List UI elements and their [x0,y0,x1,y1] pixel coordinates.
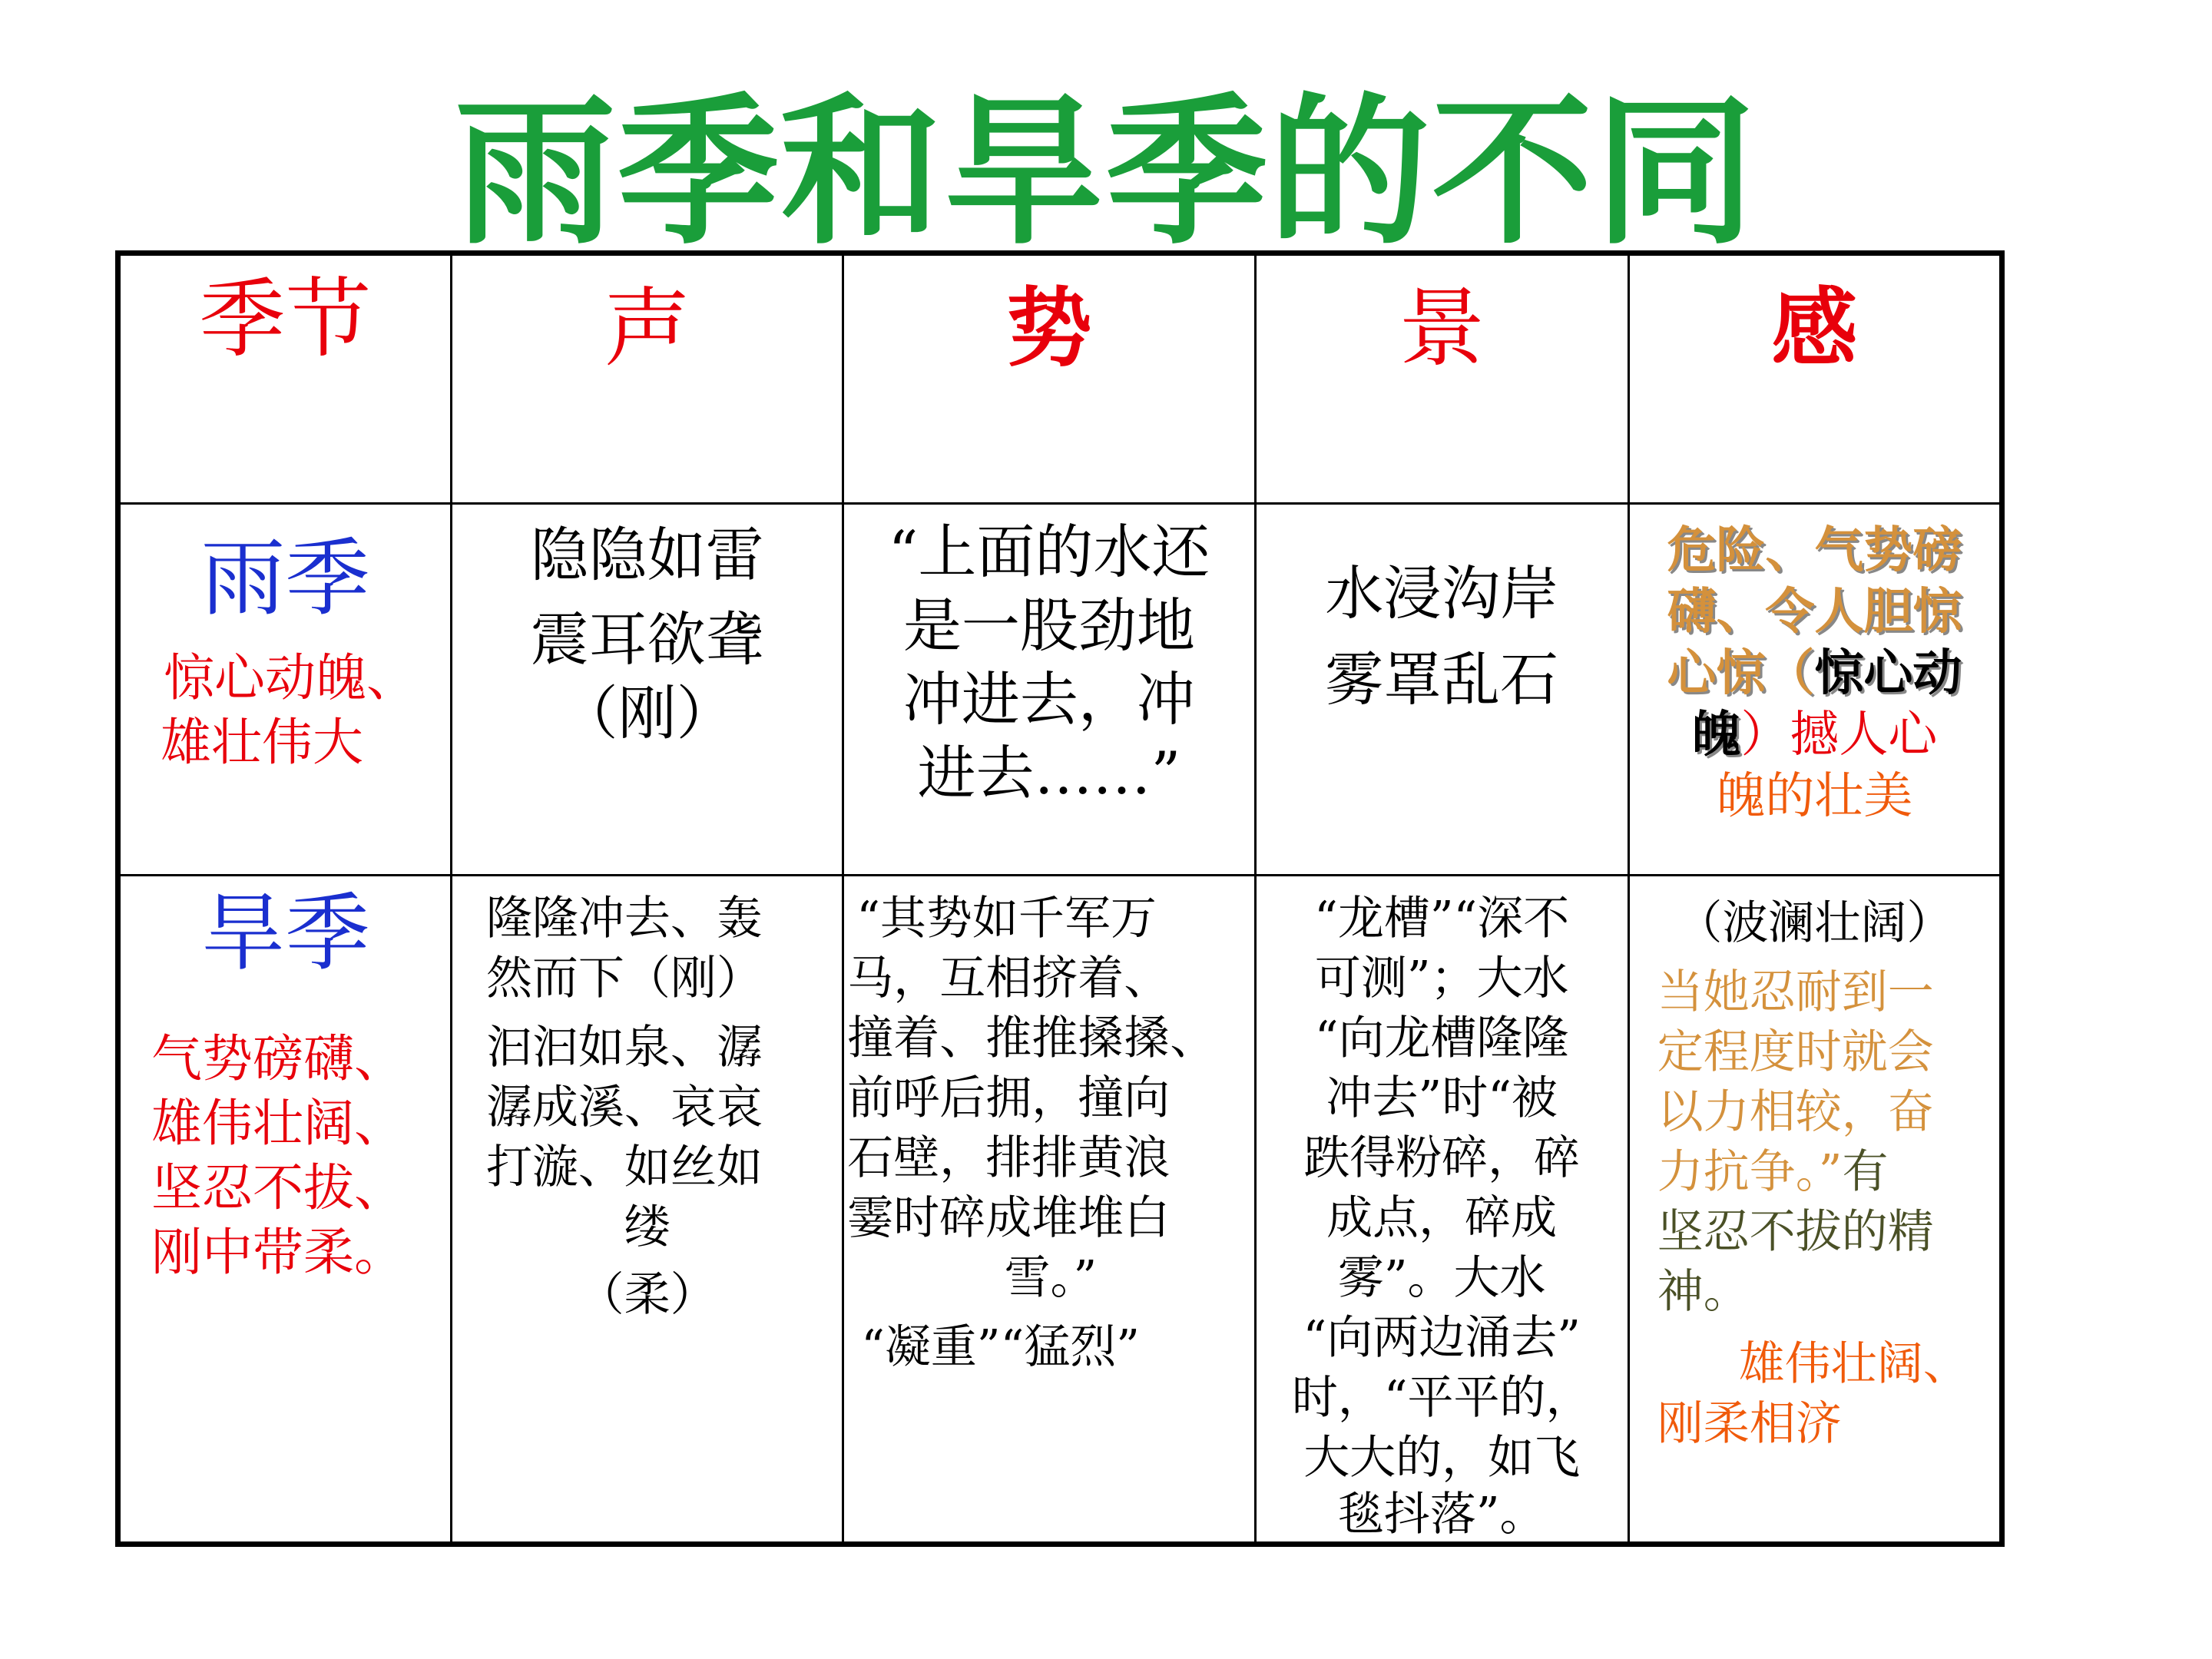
dry-feeling-line: 以力相较，奋 [1657,1085,1934,1139]
dry-sound-line: 汩汩如泉、潺 [485,1021,763,1075]
dry-scene-cell [1255,876,1628,1545]
rainy-momentum-line: 进去……” [917,739,1181,807]
dry-description [121,987,450,1285]
dry-sound-line: （柔） [578,1268,717,1322]
rainy-description [121,632,450,775]
dry-desc-line: 坚忍不拔、 [151,1158,405,1217]
rainy-scene-cell [1255,504,1628,876]
rainy-season-cell [118,504,452,876]
dry-sound-line: 潺成溪、哀哀 [485,1081,763,1134]
rainy-feeling-line: 魄的壮美 [1716,768,1913,825]
dry-feeling-line: 坚忍不拔的精 [1657,1205,1934,1259]
dry-feeling-cell [1628,876,2002,1545]
dry-desc-line: 气势磅礴、 [151,1029,405,1088]
header-row [118,253,2002,504]
header-scene-cell [1255,253,1628,504]
dry-momentum-line: 石壁，排排黄浪 [847,1131,1171,1185]
rainy-feeling-line [1630,643,1999,704]
dry-momentum-line: 雪。” [1004,1251,1098,1305]
rainy-momentum-line: “上面的水还 [888,518,1210,586]
header-season-cell [118,253,452,504]
dry-scene-line: “向两边涌去” [1303,1311,1581,1365]
header-scene: 景 [1399,279,1485,379]
dry-momentum-cell [843,876,1255,1545]
dry-scene-line: 冲去”时“被 [1326,1071,1558,1125]
header-momentum-cell [843,253,1255,504]
rainy-sound-cell [451,504,843,876]
rainy-scene-line: 水浸沟岸 [1325,559,1559,628]
dry-desc-line: 刚中带柔。 [151,1223,405,1282]
rainy-momentum-line: 是一股劲地 [902,591,1195,660]
dry-scene-line: 毯抖落”。 [1337,1488,1546,1541]
dry-momentum-line: 霎时碎成堆堆白 [847,1191,1171,1245]
rainy-feeling-segment: 惊心动 [1814,645,1962,702]
header-momentum: 势 [1005,279,1092,379]
dry-sound-line: 打漩、如丝如 [485,1141,763,1194]
dry-scene-line: 成点，碎成 [1326,1191,1558,1245]
page-title: 雨季和旱季的不同 [454,78,1757,267]
dry-feeling-line: 定程度时就会 [1657,1025,1934,1079]
dry-desc-line: 雄伟壮阔、 [151,1094,405,1153]
rainy-sound-line: 隐隐如雷 [530,521,764,589]
dry-feeling-line: （波澜壮阔） [1676,896,1953,950]
dry-scene-line: 时，“平平的， [1291,1371,1592,1425]
rainy-feeling-line: 礴、令人胆惊 [1667,584,1962,641]
dry-momentum-line: 前呼后拥，撞向 [847,1071,1171,1125]
dry-feeling-segment: 力抗争。” [1657,1145,1843,1199]
dry-sound-line: 缕 [624,1200,671,1254]
header-feeling: 感 [1771,279,1858,379]
rainy-momentum-cell [843,504,1255,876]
dry-season-cell [118,876,452,1545]
rainy-row [118,504,2002,876]
rainy-feeling-cell [1628,504,2002,876]
dry-scene-line: “向龙槽隆隆 [1314,1012,1569,1065]
dry-sound-line: 然而下（刚） [485,952,763,1005]
rainy-desc-line: 雄壮伟大 [161,713,363,772]
dry-sound-line: 隆隆冲去、轰 [485,892,763,945]
dry-feeling-line [1657,1142,1999,1202]
rainy-feeling-segment: 撼人心 [1790,707,1938,763]
rainy-feeling-line [1630,704,1999,766]
rainy-momentum-line: 冲进去，冲 [902,665,1195,733]
dry-feeling-line: 当她忍耐到一 [1657,965,1934,1019]
dry-scene-line: 雾”。大水 [1337,1251,1546,1305]
dry-feeling-line: 刚柔相济 [1657,1397,1842,1451]
dry-scene-line: 跌得粉碎，碎 [1303,1131,1581,1185]
header-season: 季节 [199,270,372,369]
rainy-season-name: 雨季 [200,529,370,628]
rainy-sound-line: （刚） [559,679,735,747]
dry-season-name: 旱季 [200,884,370,982]
dry-scene-line: 可测”；大水 [1314,952,1569,1005]
dry-feeling-line: 神。 [1657,1265,1750,1319]
dry-momentum-line: “其势如千军万 [856,892,1157,945]
dry-momentum-line: 马，互相挤着、 [847,952,1171,1005]
rainy-feeling-segment: ） [1740,707,1790,763]
rainy-feeling-segment: 心惊（ [1667,645,1815,702]
dry-feeling-line: 雄伟壮阔、 [1738,1337,1969,1391]
comparison-table [115,250,2005,1547]
dry-momentum-line: “凝重”“猛烈” [861,1320,1140,1374]
rainy-desc-line: 惊心动魄、 [164,648,417,707]
rainy-sound-line: 震耳欲聋 [530,605,764,674]
rainy-feeling-line: 危险、气势磅 [1667,522,1962,579]
dry-row [118,876,2002,1545]
rainy-scene-line: 雾罩乱石 [1325,645,1559,714]
dry-scene-line: “龙槽”“深不 [1314,892,1570,945]
dry-feeling-segment: 有 [1842,1145,1889,1199]
dry-sound-cell [451,876,843,1545]
rainy-feeling-segment: 魄 [1691,707,1741,763]
dry-momentum-line: 撞着、推推搡搡、 [847,1012,1217,1065]
dry-scene-line: 大大的，如飞 [1303,1431,1581,1485]
header-feeling-cell [1628,253,2002,504]
header-sound: 声 [604,279,690,379]
header-sound-cell [451,253,843,504]
